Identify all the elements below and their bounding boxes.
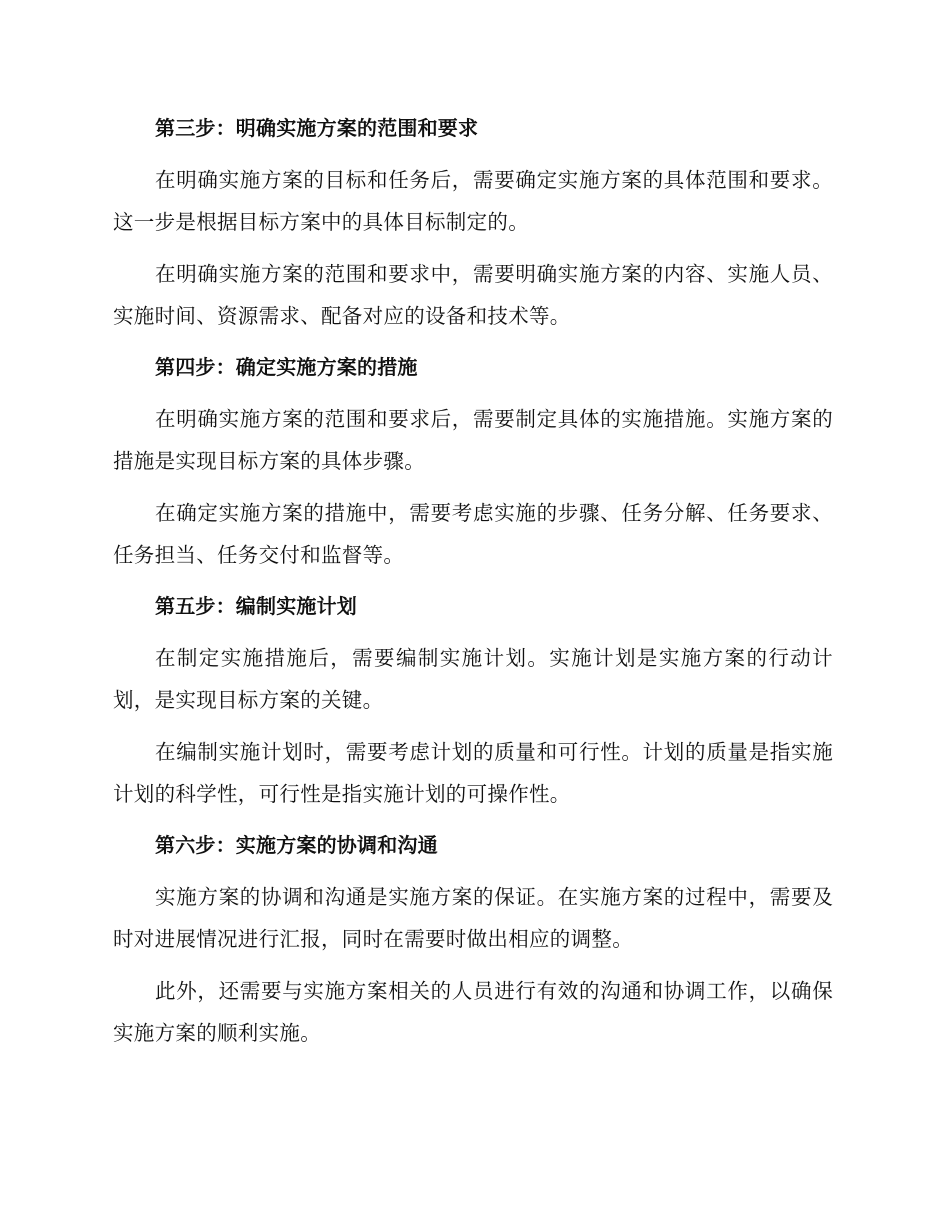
paragraph: 在制定实施措施后，需要编制实施计划。实施计划是实施方案的行动计划，是实现目标方案的关键。 xyxy=(113,646,833,712)
paragraph: 在确定实施方案的措施中，需要考虑实施的步骤、任务分解、任务要求、任务担当、任务交付和监督等。 xyxy=(113,501,833,567)
section-heading-step-3: 第三步：明确实施方案的范围和要求 xyxy=(155,116,479,140)
paragraph: 在明确实施方案的范围和要求中，需要明确实施方案的内容、实施人员、实施时间、资源需求、配备对应的设备和技术等。 xyxy=(113,262,833,328)
paragraph: 在编制实施计划时，需要考虑计划的质量和可行性。计划的质量是指实施计划的科学性，可行性是指实施计划的可操作性。 xyxy=(113,740,833,806)
section-heading-step-5: 第五步：编制实施计划 xyxy=(155,594,357,618)
paragraph: 实施方案的协调和沟通是实施方案的保证。在实施方案的过程中，需要及时对进展情况进行汇报，同时在需要时做出相应的调整。 xyxy=(113,885,833,951)
paragraph: 此外，还需要与实施方案相关的人员进行有效的沟通和协调工作，以确保实施方案的顺利实施。 xyxy=(113,979,833,1045)
document-page xyxy=(113,108,833,1054)
section-heading-step-6: 第六步：实施方案的协调和沟通 xyxy=(155,833,438,857)
paragraph: 在明确实施方案的范围和要求后，需要制定具体的实施措施。实施方案的措施是实现目标方案的具体步骤。 xyxy=(113,407,833,473)
section-heading-step-4: 第四步：确定实施方案的措施 xyxy=(155,355,418,379)
paragraph: 在明确实施方案的目标和任务后，需要确定实施方案的具体范围和要求。这一步是根据目标方案中的具体目标制定的。 xyxy=(113,168,833,234)
